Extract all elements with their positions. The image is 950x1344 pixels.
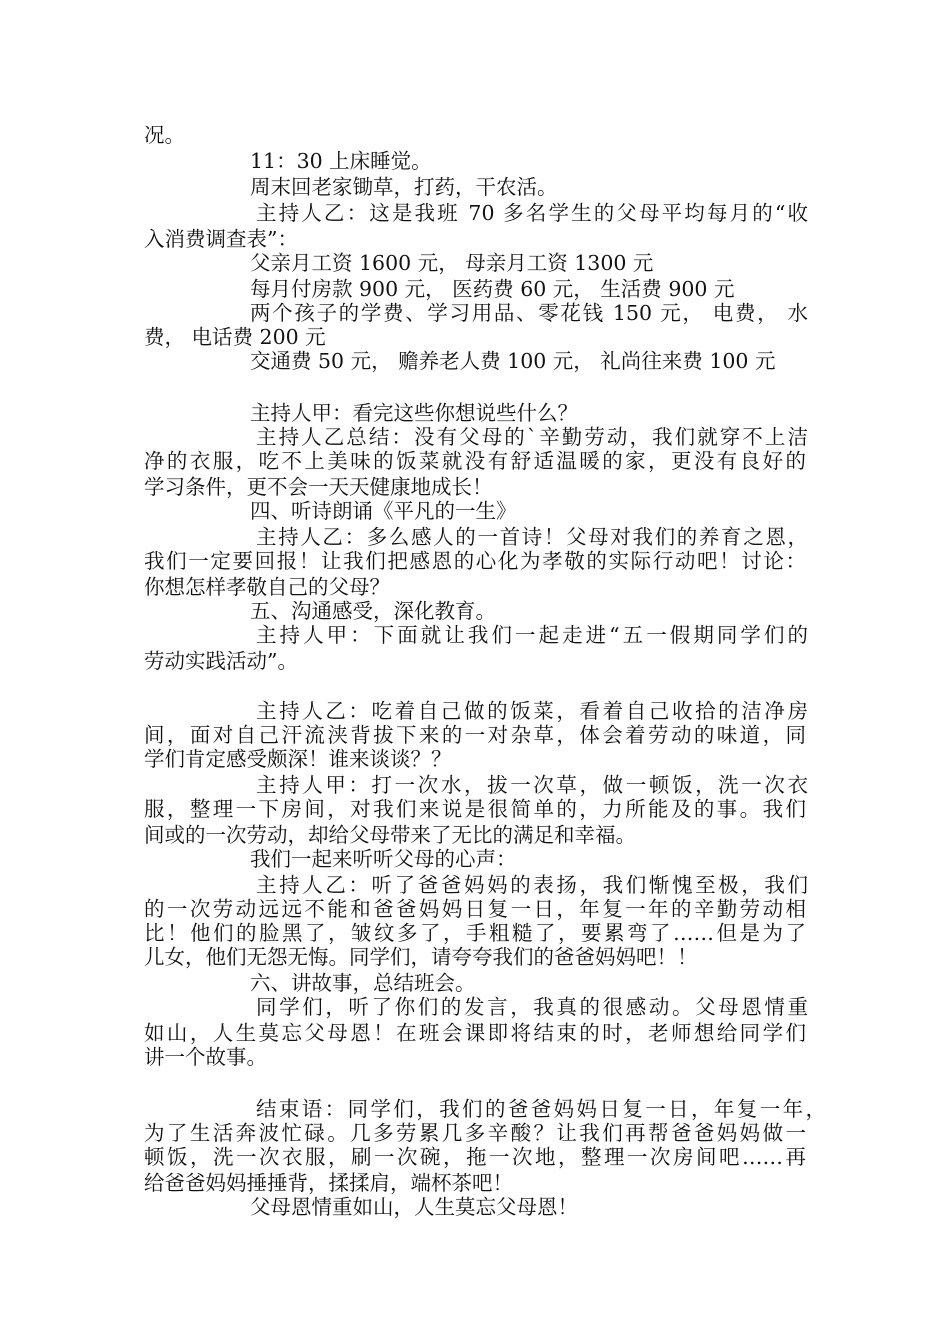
paragraph-line: 主持人乙总结：没有父母的`辛勤劳动，我们就穿不上洁 (256, 425, 808, 449)
paragraph-line: 间，面对自己汗流浃背拔下来的一对杂草，体会着劳动的味道，同 (144, 723, 806, 747)
paragraph-line: 我们一定要回报！让我们把感恩的心化为孝敬的实际行动吧！讨论： (144, 549, 806, 573)
paragraph-line: 主持人甲：下面就让我们一起走进“五一假期同学们的 (256, 623, 808, 647)
paragraph-line: 况。 (144, 123, 185, 147)
paragraph-line: 为了生活奔波忙碌。几多劳累几多辛酸？让我们再帮爸爸妈妈做一 (144, 1121, 806, 1145)
paragraph-line: 11：30 上床睡觉。 (250, 149, 432, 173)
paragraph-line: 结束语：同学们，我们的爸爸妈妈日复一日，年复一年， (256, 1097, 826, 1121)
paragraph-line: 四、听诗朗诵《平凡的一生》 (250, 499, 517, 523)
paragraph-line: 给爸爸妈妈捶捶背，揉揉肩，端杯茶吧！ (144, 1171, 513, 1195)
paragraph-line: 比！他们的脸黑了，皱纹多了，手粗糙了，要累弯了……但是为了 (144, 921, 806, 945)
paragraph-line: 儿女，他们无怨无悔。同学们，请夸夸我们的爸爸妈妈吧！！ (144, 945, 698, 969)
paragraph-line: 费， 电话费 200 元 (144, 325, 326, 349)
paragraph-line: 每月付房款 900 元， 医药费 60 元， 生活费 900 元 (250, 277, 735, 301)
paragraph-line: 主持人甲：看完这些你想说些什么？ (250, 401, 578, 425)
paragraph-line: 周末回老家锄草，打药，干农活。 (250, 175, 558, 199)
paragraph-line: 五、沟通感受，深化教育。 (250, 599, 496, 623)
paragraph-line: 的一次劳动远远不能和爸爸妈妈日复一日，年复一年的辛勤劳动相 (144, 897, 806, 921)
paragraph-line: 劳动实践活动”。 (144, 649, 298, 673)
paragraph-line: 顿饭，洗一次衣服，刷一次碗，拖一次地，整理一次房间吧……再 (144, 1145, 806, 1169)
paragraph-line: 主持人乙：这是我班 70 多名学生的父母平均每月的“收 (256, 201, 808, 225)
paragraph-line: 同学们，听了你们的发言，我真的很感动。父母恩情重 (256, 995, 808, 1019)
paragraph-line: 间或的一次劳动，却给父母带来了无比的满足和幸福。 (144, 823, 636, 847)
paragraph-line: 如山，人生莫忘父母恩！在班会课即将结束的时，老师想给同学们 (144, 1021, 806, 1045)
paragraph-line: 学们肯定感受颇深！谁来谈谈？？ (144, 747, 452, 771)
paragraph-line: 主持人甲：打一次水，拔一次草，做一顿饭，洗一次衣 (256, 773, 808, 797)
paragraph-line: 父母恩情重如山，人生莫忘父母恩！ (250, 1195, 578, 1219)
paragraph-line: 主持人乙：多么感人的一首诗！父母对我们的养育之恩， (256, 525, 808, 549)
paragraph-line: 父亲月工资 1600 元， 母亲月工资 1300 元 (250, 251, 654, 275)
paragraph-line: 两个孩子的学费、学习用品、零花钱 150 元， 电费， 水 (250, 301, 808, 325)
paragraph-line: 讲一个故事。 (144, 1045, 267, 1069)
paragraph-line: 净的衣服，吃不上美味的饭菜就没有舒适温暖的家，更没有良好的 (144, 449, 806, 473)
paragraph-line: 入消费调查表”： (144, 227, 298, 251)
paragraph-line: 主持人乙：吃着自己做的饭菜，看着自己收拾的洁净房 (256, 699, 808, 723)
paragraph-line: 服，整理一下房间，对我们来说是很简单的，力所能及的事。我们 (144, 797, 806, 821)
paragraph-line: 我们一起来听听父母的心声： (250, 847, 517, 871)
paragraph-line: 学习条件，更不会一天天健康地成长！ (144, 475, 493, 499)
paragraph-line: 六、讲故事，总结班会。 (250, 971, 476, 995)
paragraph-line: 交通费 50 元， 赡养老人费 100 元， 礼尚往来费 100 元 (250, 349, 776, 373)
paragraph-line: 你想怎样孝敬自己的父母？ (144, 575, 390, 599)
paragraph-line: 主持人乙：听了爸爸妈妈的表扬，我们惭愧至极，我们 (256, 873, 808, 897)
